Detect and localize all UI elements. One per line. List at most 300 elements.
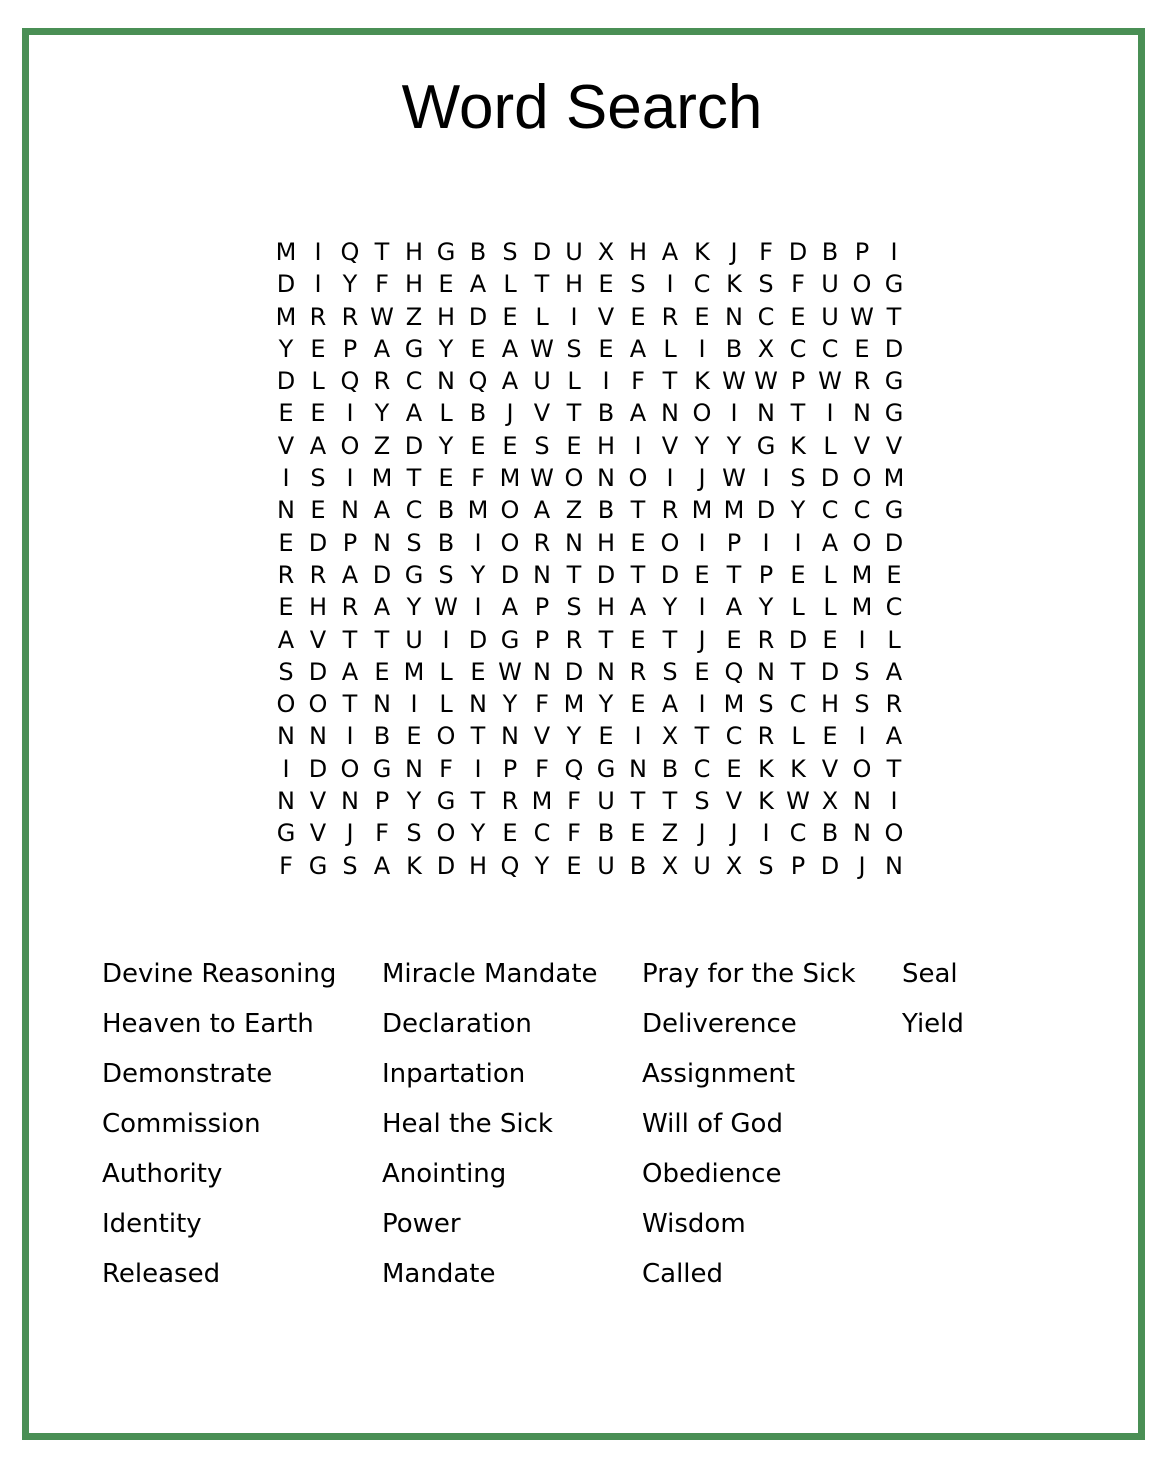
- grid-row: [270, 559, 910, 591]
- grid-letter: E: [598, 334, 614, 363]
- grid-letter: D: [468, 302, 488, 331]
- grid-letter: E: [406, 722, 422, 751]
- grid-letter: S: [566, 334, 582, 363]
- grid-letter: D: [756, 496, 776, 525]
- grid-letter: D: [788, 625, 808, 654]
- grid-letter: E: [630, 302, 646, 331]
- grid-letter: X: [757, 334, 775, 363]
- grid-letter: I: [314, 238, 322, 266]
- grid-letter: A: [373, 334, 391, 363]
- word-item: Pray for the Sick: [642, 959, 856, 989]
- grid-letter: C: [693, 754, 711, 783]
- grid-row: [270, 236, 910, 268]
- grid-letter: E: [438, 270, 454, 299]
- grid-letter: N: [597, 464, 615, 493]
- word-item: Demonstrate: [102, 1059, 273, 1089]
- grid-letter: I: [730, 399, 738, 428]
- page-title: Word Search: [401, 73, 763, 142]
- grid-letter: V: [533, 722, 551, 751]
- grid-row: [270, 720, 910, 752]
- grid-letter: A: [373, 496, 391, 525]
- grid-letter: O: [884, 819, 904, 848]
- grid-letter: T: [566, 399, 582, 428]
- grid-letter: E: [598, 270, 614, 299]
- grid-letter: T: [342, 690, 358, 719]
- grid-letter: B: [597, 819, 615, 848]
- grid-row: [270, 591, 910, 623]
- grid-letter: R: [853, 367, 871, 396]
- grid-letter: P: [854, 238, 870, 266]
- word-item: Devine Reasoning: [102, 959, 337, 989]
- grid-letter: M: [723, 496, 745, 525]
- grid-letter: W: [530, 464, 554, 493]
- grid-letter: M: [275, 238, 297, 266]
- grid-letter: N: [469, 690, 487, 719]
- grid-letter: B: [437, 496, 455, 525]
- grid-letter: E: [790, 302, 806, 331]
- grid-letter: O: [500, 528, 520, 557]
- grid-letter: A: [341, 657, 359, 686]
- grid-letter: G: [436, 787, 456, 816]
- grid-letter: W: [818, 367, 842, 396]
- grid-letter: D: [820, 851, 840, 880]
- word-item: Will of God: [642, 1109, 783, 1139]
- grid-letter: D: [820, 464, 840, 493]
- grid-letter: A: [661, 238, 679, 266]
- grid-letter: L: [311, 367, 325, 396]
- grid-letter: L: [663, 334, 677, 363]
- grid-letter: O: [308, 690, 328, 719]
- grid-letter: F: [535, 754, 549, 783]
- grid-letter: V: [309, 819, 327, 848]
- grid-letter: F: [471, 464, 485, 493]
- grid-letter: A: [405, 399, 423, 428]
- grid-letter: N: [309, 722, 327, 751]
- grid-row: [270, 850, 910, 882]
- grid-letter: D: [788, 238, 808, 266]
- grid-letter: Y: [470, 560, 486, 589]
- grid-letter: E: [470, 657, 486, 686]
- grid-letter: Y: [758, 593, 774, 622]
- grid-letter: R: [501, 787, 519, 816]
- grid-letter: J: [730, 238, 738, 266]
- grid-letter: F: [439, 754, 453, 783]
- grid-letter: V: [885, 431, 903, 460]
- grid-letter: X: [821, 787, 839, 816]
- grid-letter: O: [340, 754, 360, 783]
- grid-letter: K: [694, 367, 710, 396]
- grid-letter: I: [666, 270, 674, 299]
- grid-letter: H: [596, 528, 616, 557]
- grid-letter: N: [277, 787, 295, 816]
- grid-letter: E: [630, 819, 646, 848]
- grid-letter: T: [630, 496, 646, 525]
- grid-letter: D: [468, 625, 488, 654]
- grid-row: [270, 494, 910, 526]
- grid-letter: O: [276, 690, 296, 719]
- grid-letter: M: [531, 787, 553, 816]
- grid-letter: M: [851, 560, 873, 589]
- grid-letter: H: [628, 238, 648, 266]
- grid-letter: D: [660, 560, 680, 589]
- grid-letter: X: [725, 851, 743, 880]
- grid-letter: O: [340, 431, 360, 460]
- grid-letter: S: [662, 657, 678, 686]
- grid-letter: E: [310, 334, 326, 363]
- grid-letter: J: [858, 851, 866, 880]
- grid-letter: O: [852, 754, 872, 783]
- grid-letter: C: [789, 690, 807, 719]
- word-item: Released: [102, 1259, 221, 1289]
- grid-letter: F: [631, 367, 645, 396]
- grid-letter: I: [826, 399, 834, 428]
- word-column: [382, 956, 642, 1306]
- grid-letter: A: [373, 593, 391, 622]
- grid-letter: N: [565, 528, 583, 557]
- grid-letter: B: [821, 238, 839, 266]
- grid-letter: D: [820, 657, 840, 686]
- grid-letter: S: [630, 270, 646, 299]
- grid-letter: C: [821, 334, 839, 363]
- grid-letter: B: [725, 334, 743, 363]
- grid-letter: N: [629, 754, 647, 783]
- grid-letter: R: [629, 657, 647, 686]
- grid-letter: O: [692, 399, 712, 428]
- grid-letter: D: [308, 528, 328, 557]
- grid-letter: X: [597, 238, 615, 266]
- grid-letter: R: [309, 302, 327, 331]
- grid-letter: V: [597, 302, 615, 331]
- word-item: Yield: [902, 1009, 964, 1039]
- word-item: Deliverence: [642, 1009, 797, 1039]
- grid-letter: X: [661, 851, 679, 880]
- grid-letter: C: [405, 496, 423, 525]
- grid-letter: E: [502, 819, 518, 848]
- grid-letter: B: [629, 851, 647, 880]
- word-item: Authority: [102, 1159, 223, 1189]
- grid-letter: S: [758, 690, 774, 719]
- grid-letter: E: [310, 399, 326, 428]
- grid-letter: O: [564, 464, 584, 493]
- grid-letter: D: [404, 431, 424, 460]
- grid-letter: A: [661, 690, 679, 719]
- grid-letter: Y: [502, 690, 518, 719]
- grid-letter: S: [694, 787, 710, 816]
- grid-letter: N: [533, 560, 551, 589]
- grid-letter: D: [884, 334, 904, 363]
- grid-letter: G: [372, 754, 392, 783]
- grid-letter: E: [278, 399, 294, 428]
- grid-letter: I: [762, 528, 770, 557]
- letter-grid: [270, 236, 910, 881]
- grid-letter: R: [341, 302, 359, 331]
- grid-letter: T: [406, 464, 422, 493]
- grid-letter: O: [852, 528, 872, 557]
- grid-letter: J: [698, 625, 706, 654]
- grid-letter: I: [314, 270, 322, 299]
- grid-letter: M: [851, 593, 873, 622]
- grid-letter: A: [501, 334, 519, 363]
- word-item: Power: [382, 1209, 461, 1239]
- grid-letter: Y: [694, 431, 710, 460]
- grid-letter: U: [693, 851, 711, 880]
- grid-letter: C: [533, 819, 551, 848]
- grid-letter: Q: [340, 367, 360, 396]
- grid-letter: Y: [726, 431, 742, 460]
- grid-letter: L: [503, 270, 517, 299]
- grid-letter: M: [691, 496, 713, 525]
- grid-letter: Z: [565, 496, 583, 525]
- grid-letter: C: [693, 270, 711, 299]
- grid-letter: Z: [373, 431, 391, 460]
- grid-letter: D: [500, 560, 520, 589]
- grid-letter: D: [564, 657, 584, 686]
- grid-letter: W: [786, 787, 810, 816]
- grid-letter: G: [596, 754, 616, 783]
- grid-letter: P: [758, 560, 774, 589]
- grid-letter: I: [570, 302, 578, 331]
- grid-letter: B: [661, 754, 679, 783]
- grid-letter: E: [470, 334, 486, 363]
- grid-row: [270, 624, 910, 656]
- grid-letter: K: [406, 851, 422, 880]
- grid-letter: G: [756, 431, 776, 460]
- grid-letter: J: [346, 819, 354, 848]
- grid-letter: I: [346, 464, 354, 493]
- grid-letter: T: [662, 367, 678, 396]
- grid-letter: H: [596, 431, 616, 460]
- grid-letter: L: [791, 722, 805, 751]
- grid-letter: I: [762, 819, 770, 848]
- grid-letter: Z: [405, 302, 423, 331]
- word-list: [102, 956, 1022, 1306]
- grid-letter: T: [630, 560, 646, 589]
- grid-letter: N: [341, 496, 359, 525]
- grid-letter: E: [630, 690, 646, 719]
- grid-letter: Y: [374, 399, 390, 428]
- grid-letter: U: [821, 270, 839, 299]
- grid-letter: C: [821, 496, 839, 525]
- grid-letter: I: [474, 528, 482, 557]
- grid-letter: L: [791, 593, 805, 622]
- grid-letter: K: [758, 787, 774, 816]
- grid-letter: Y: [438, 431, 454, 460]
- grid-letter: P: [790, 851, 806, 880]
- grid-letter: Y: [438, 334, 454, 363]
- grid-row: [270, 333, 910, 365]
- grid-letter: R: [533, 528, 551, 557]
- grid-letter: E: [470, 431, 486, 460]
- grid-letter: F: [567, 819, 581, 848]
- word-item: Heaven to Earth: [102, 1009, 314, 1039]
- grid-letter: S: [278, 657, 294, 686]
- grid-letter: Y: [790, 496, 806, 525]
- grid-letter: I: [890, 787, 898, 816]
- grid-letter: C: [789, 334, 807, 363]
- grid-letter: E: [374, 657, 390, 686]
- grid-letter: S: [790, 464, 806, 493]
- grid-letter: K: [790, 754, 806, 783]
- grid-letter: O: [852, 464, 872, 493]
- grid-letter: K: [790, 431, 806, 460]
- grid-letter: Q: [564, 754, 584, 783]
- grid-letter: N: [853, 819, 871, 848]
- word-item: Mandate: [382, 1259, 496, 1289]
- grid-letter: I: [794, 528, 802, 557]
- grid-letter: N: [853, 399, 871, 428]
- grid-letter: M: [403, 657, 425, 686]
- grid-letter: P: [342, 334, 358, 363]
- grid-letter: F: [375, 819, 389, 848]
- grid-letter: E: [566, 431, 582, 460]
- grid-letter: I: [474, 593, 482, 622]
- grid-letter: I: [858, 722, 866, 751]
- grid-letter: E: [726, 754, 742, 783]
- grid-letter: E: [630, 625, 646, 654]
- grid-letter: A: [821, 528, 839, 557]
- grid-letter: I: [698, 690, 706, 719]
- grid-letter: A: [373, 851, 391, 880]
- grid-letter: G: [500, 625, 520, 654]
- grid-letter: D: [276, 270, 296, 299]
- grid-letter: O: [436, 722, 456, 751]
- grid-letter: N: [405, 754, 423, 783]
- word-item: Obedience: [642, 1159, 782, 1189]
- grid-letter: J: [698, 464, 706, 493]
- grid-row: [270, 301, 910, 333]
- grid-letter: I: [634, 431, 642, 460]
- grid-letter: S: [406, 819, 422, 848]
- grid-letter: A: [277, 625, 295, 654]
- grid-letter: H: [404, 270, 424, 299]
- grid-letter: D: [436, 851, 456, 880]
- grid-letter: V: [533, 399, 551, 428]
- grid-letter: Q: [468, 367, 488, 396]
- grid-letter: T: [662, 787, 678, 816]
- grid-letter: T: [470, 722, 486, 751]
- grid-letter: T: [662, 625, 678, 654]
- grid-letter: R: [885, 690, 903, 719]
- grid-letter: Q: [340, 238, 360, 266]
- grid-letter: E: [502, 302, 518, 331]
- word-item: Identity: [102, 1209, 202, 1239]
- grid-letter: I: [602, 367, 610, 396]
- grid-letter: V: [821, 754, 839, 783]
- grid-letter: X: [661, 722, 679, 751]
- grid-letter: T: [886, 754, 902, 783]
- grid-letter: O: [660, 528, 680, 557]
- grid-letter: A: [501, 593, 519, 622]
- grid-letter: H: [820, 690, 840, 719]
- grid-letter: N: [501, 722, 519, 751]
- grid-letter: M: [467, 496, 489, 525]
- word-column: [102, 956, 382, 1306]
- grid-letter: F: [535, 690, 549, 719]
- grid-letter: W: [722, 464, 746, 493]
- grid-letter: T: [886, 302, 902, 331]
- grid-letter: O: [436, 819, 456, 848]
- grid-letter: J: [698, 819, 706, 848]
- grid-letter: N: [341, 787, 359, 816]
- grid-letter: A: [533, 496, 551, 525]
- grid-letter: P: [534, 593, 550, 622]
- grid-letter: G: [404, 560, 424, 589]
- grid-letter: S: [310, 464, 326, 493]
- grid-letter: W: [754, 367, 778, 396]
- grid-letter: V: [309, 787, 327, 816]
- grid-letter: P: [342, 528, 358, 557]
- grid-letter: I: [410, 690, 418, 719]
- grid-letter: T: [790, 657, 806, 686]
- word-item: Heal the Sick: [382, 1109, 553, 1139]
- grid-letter: B: [469, 399, 487, 428]
- grid-letter: U: [565, 238, 583, 266]
- grid-letter: N: [757, 657, 775, 686]
- word-item: Called: [642, 1259, 724, 1289]
- grid-letter: S: [566, 593, 582, 622]
- grid-letter: Y: [470, 819, 486, 848]
- grid-letter: K: [726, 270, 742, 299]
- grid-row: [270, 527, 910, 559]
- grid-letter: T: [566, 560, 582, 589]
- grid-letter: N: [725, 302, 743, 331]
- grid-letter: L: [439, 399, 453, 428]
- grid-letter: D: [884, 528, 904, 557]
- grid-letter: I: [698, 528, 706, 557]
- grid-letter: T: [374, 238, 390, 266]
- grid-letter: I: [858, 625, 866, 654]
- grid-letter: M: [499, 464, 521, 493]
- grid-letter: P: [790, 367, 806, 396]
- grid-row: [270, 688, 910, 720]
- grid-row: [270, 785, 910, 817]
- grid-letter: G: [884, 270, 904, 299]
- grid-letter: Q: [500, 851, 520, 880]
- grid-letter: G: [884, 367, 904, 396]
- grid-letter: H: [468, 851, 488, 880]
- grid-letter: B: [469, 238, 487, 266]
- grid-letter: A: [309, 431, 327, 460]
- word-column: [902, 956, 1022, 1306]
- grid-letter: V: [725, 787, 743, 816]
- grid-letter: H: [596, 593, 616, 622]
- grid-letter: I: [634, 722, 642, 751]
- grid-letter: B: [373, 722, 391, 751]
- grid-letter: T: [630, 787, 646, 816]
- grid-letter: T: [694, 722, 710, 751]
- grid-letter: O: [852, 270, 872, 299]
- grid-letter: B: [597, 496, 615, 525]
- grid-letter: T: [534, 270, 550, 299]
- grid-letter: A: [629, 334, 647, 363]
- grid-letter: S: [854, 657, 870, 686]
- grid-letter: K: [694, 238, 710, 266]
- grid-letter: E: [278, 528, 294, 557]
- word-item: Inpartation: [382, 1059, 526, 1089]
- grid-letter: Y: [342, 270, 358, 299]
- grid-letter: T: [374, 625, 390, 654]
- grid-letter: R: [341, 593, 359, 622]
- grid-letter: N: [373, 690, 391, 719]
- grid-letter: N: [277, 496, 295, 525]
- grid-letter: W: [530, 334, 554, 363]
- grid-letter: S: [534, 431, 550, 460]
- grid-letter: N: [757, 399, 775, 428]
- grid-letter: N: [277, 722, 295, 751]
- grid-letter: G: [404, 334, 424, 363]
- grid-letter: G: [884, 496, 904, 525]
- grid-letter: E: [502, 431, 518, 460]
